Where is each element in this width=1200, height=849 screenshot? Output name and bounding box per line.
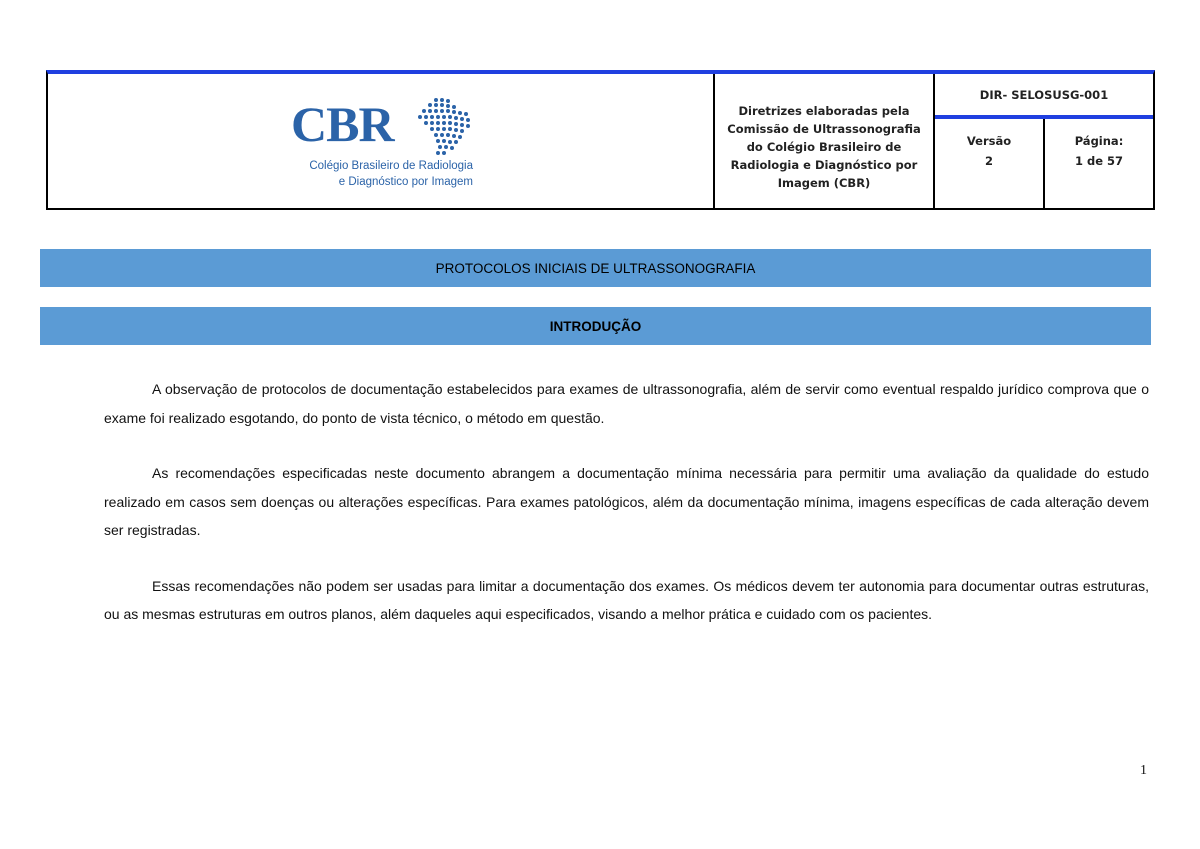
paragraph: Essas recomendações não podem ser usadas para limitar a documentação dos exames. Os médicos devem ter autonomia para documentar outras estruturas, ou as mesmas estruturas em outros planos, além daqueles aqui especificados, visando a melhor prática e cuidado com os pacientes. [104,577,1149,622]
logo-wordmark: CBR [291,96,394,152]
version-box [935,119,1043,208]
document-info [935,74,1153,208]
document-header [46,70,1155,210]
cbr-logo [291,96,481,196]
logo-subtitle [309,158,473,190]
page-label: Página: [1074,134,1124,148]
description-line: Comissão de Ultrassonografia [727,122,921,136]
page-box [1043,119,1153,208]
brazil-map-icon [416,96,474,158]
page-value: 1 de 57 [1074,154,1124,168]
description-line: Radiologia e Diagnóstico por [730,158,918,172]
logo-subtitle-line2: e Diagnóstico por Imagem [338,176,473,188]
guidelines-description [715,74,935,208]
introduction-body [104,375,1149,656]
document-code: DIR- SELOSUSG-001 [935,74,1153,119]
page-number: 1 [1140,763,1147,778]
logo-subtitle-line1: Colégio Brasileiro de Radiologia [309,160,473,172]
section-heading-band: INTRODUÇÃO [40,307,1151,345]
logo-cell [48,74,715,208]
description-line: do Colégio Brasileiro de [746,140,902,154]
description-line: Diretrizes elaboradas pela [738,104,910,118]
paragraph: A observação de protocolos de documentação estabelecidos para exames de ultrassonografia, além de servir como eventual respaldo jurídico comprova que o exame foi realizado esgotando, do ponto de vista técnico, o método em questão. [104,381,1149,426]
version-value: 2 [984,154,993,168]
version-label: Versão [966,134,1012,148]
paragraph: As recomendações especificadas neste documento abrangem a documentação mínima necessária para permitir uma avaliação da qualidade do estudo realizado em casos sem doenças ou alterações específicas. Para exames patológicos, além da documentação mínima, imagens específicas de cada alteração devem ser registradas. [104,465,1149,538]
document-title-band: PROTOCOLOS INICIAIS DE ULTRASSONOGRAFIA [40,249,1151,287]
description-line: Imagem (CBR) [777,176,871,190]
version-page-row [935,119,1153,208]
